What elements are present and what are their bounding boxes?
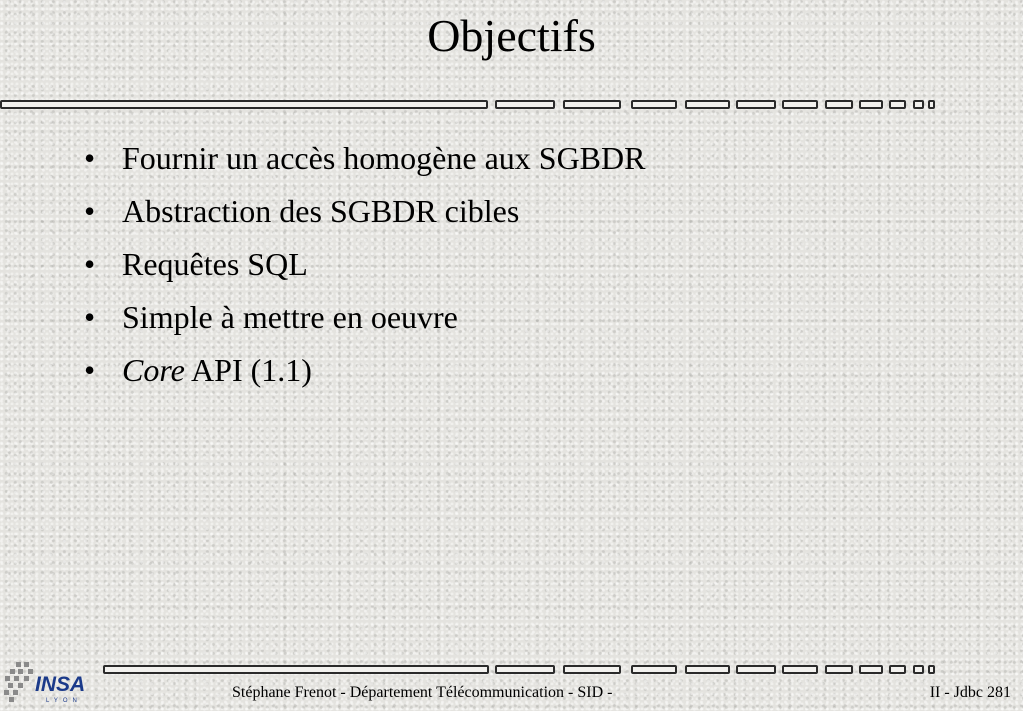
top-divider (0, 100, 1023, 110)
bullet-item (84, 185, 645, 238)
bullet-item (84, 132, 645, 185)
bullet-item (84, 344, 645, 397)
logo-wordmark: INSA (35, 673, 86, 696)
bullet-text: Requêtes SQL (122, 246, 308, 282)
bullet-text: Simple à mettre en oeuvre (122, 299, 458, 335)
bullet-text: Abstraction des SGBDR cibles (122, 193, 520, 229)
logo-dots-icon (4, 662, 33, 702)
bullet-list (84, 132, 645, 397)
bullet-text: API (1.1) (184, 352, 312, 388)
bullet-item (84, 291, 645, 344)
bullet-dot: • (84, 140, 96, 176)
insa-lyon-logo (2, 660, 102, 706)
logo-subtext: LYON (46, 698, 82, 704)
slide-title: Objectifs (427, 10, 596, 61)
footer-author: Stéphane Frenot - Département Télécommunication - SID - (232, 684, 613, 701)
bullet-item (84, 238, 645, 291)
bottom-divider (0, 665, 1023, 675)
bullet-dot: • (84, 352, 96, 388)
footer-page-number: II - Jdbc 281 (929, 684, 1011, 701)
bullet-text: Fournir un accès homogène aux SGBDR (122, 140, 646, 176)
bullet-dot: • (84, 193, 96, 229)
bullet-dot: • (84, 246, 96, 282)
bullet-dot: • (84, 299, 96, 335)
bullet-text-italic: Core (122, 352, 185, 388)
